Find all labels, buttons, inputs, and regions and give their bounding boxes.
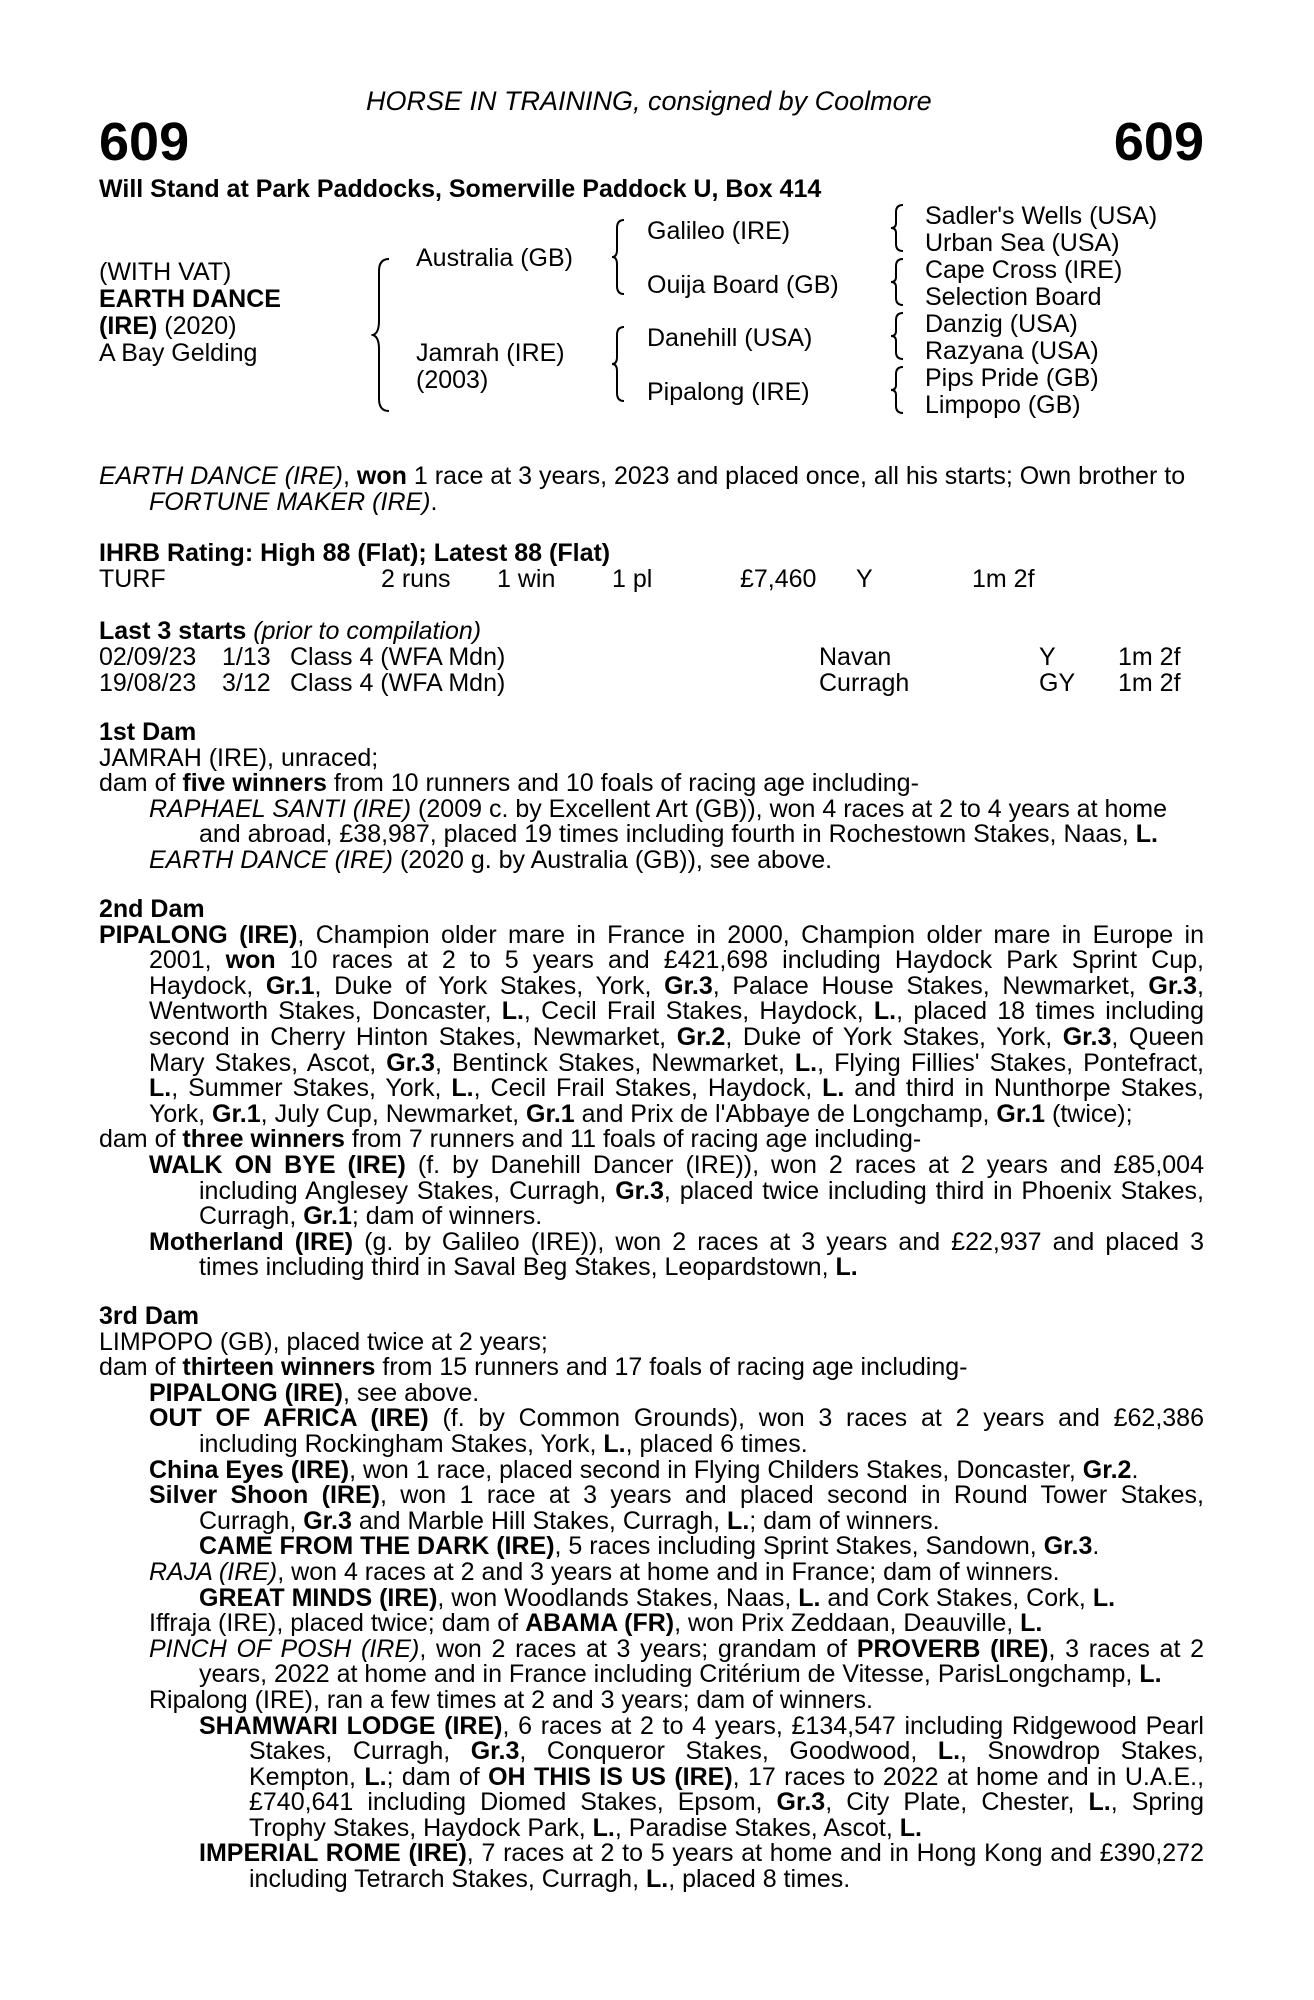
progeny-entry: SHAMWARI LODGE (IRE), 6 races at 2 to 4 years, £134,547 including Ridgewood Pearl Stakes, Curragh, Gr.3, Conqueror Stakes, Goodwood, L., Snowdrop Stakes, Kempton, L.; dam of OH THIS IS US (IRE), 17 races to 2022 at home and in U.A.E., £740,641 including Diomed Stakes, Epsom, Gr.3, City Plate, Chester, L., Spring Trophy Stakes, Haydock Park, L., Paradise Stakes, Ascot, L. bbox=[199, 1711, 1205, 1842]
progeny-entry: China Eyes (IRE), won 1 race, placed second in Flying Childers Stakes, Doncaster, Gr.2. bbox=[149, 1455, 1139, 1484]
pedigree-sire: Australia (GB) bbox=[416, 244, 573, 272]
pedigree-sire-dam: Ouija Board (GB) bbox=[647, 271, 839, 299]
pedigree-sdd: Selection Board bbox=[925, 283, 1102, 311]
first-dam-section: 1st Dam JAMRAH (IRE), unraced; dam of five winners from 10 runners and 10 foals of racing age including- RAPHAEL SANTI (IRE) (2009 c. by Excellent Art (GB)), won 4 races at 2 to 4 years at home and abroad, £38,987, placed 19 times including fourth in Rochestown Stakes, Naas, L. EARTH DANCE (IRE) (2020 g. by Australia (GB)), see above. bbox=[99, 720, 1204, 874]
progeny-entry: PIPALONG (IRE), see above. bbox=[149, 1378, 480, 1407]
last-starts-title: Last 3 starts (prior to compilation) bbox=[99, 617, 482, 645]
progeny-entry: RAPHAEL SANTI (IRE) (2009 c. by Excellent Art (GB)), won 4 races at 2 to 4 years at home and abroad, £38,987, placed 19 times including fourth in Rochestown Stakes, Naas, L. bbox=[149, 794, 1168, 849]
horse-description: A Bay Gelding bbox=[99, 339, 258, 367]
progeny-entry: IMPERIAL ROME (IRE), 7 races at 2 to 5 years at home and in Hong Kong and £390,272 including Tetrarch Stakes, Curragh, L., placed 8 times. bbox=[199, 1839, 1204, 1894]
pedigree-sire-sire: Galileo (IRE) bbox=[647, 217, 791, 245]
pedigree-brace-main bbox=[371, 257, 393, 413]
pedigree-sss: Sadler's Wells (USA) bbox=[925, 202, 1158, 230]
progeny-entry: WALK ON BYE (IRE) (f. by Danehill Dancer (IRE)), won 2 races at 2 years and £85,004 including Anglesey Stakes, Curragh, Gr.3, placed twice including third in Phoenix Stakes, Curragh, Gr.1; dam of winners. bbox=[149, 1150, 1204, 1231]
pedigree-ddd: Limpopo (GB) bbox=[925, 391, 1081, 419]
vat-status: (WITH VAT) bbox=[99, 258, 232, 286]
progeny-entry: Silver Shoon (IRE), won 1 race at 3 years and placed second in Round Tower Stakes, Curragh, Gr.3 and Marble Hill Stakes, Curragh, L.; dam of winners. bbox=[149, 1481, 1204, 1535]
third-dam-title: 3rd Dam bbox=[99, 1302, 200, 1330]
horse-name: EARTH DANCE bbox=[99, 285, 281, 313]
rating-stats: TURF 2 runs 1 win 1 pl £7,460 Y 1m 2f bbox=[99, 565, 1035, 593]
pedigree-sds: Cape Cross (IRE) bbox=[925, 256, 1123, 284]
pedigree-brace-sire bbox=[611, 218, 627, 296]
pedigree-dss: Danzig (USA) bbox=[925, 310, 1078, 338]
second-dam-record: PIPALONG (IRE), Champion older mare in France in 2000, Champion older mare in Europe in 2001, won 10 races at 2 to 5 years and £421,698 including Haydock Park Sprint Cup, Haydock, Gr.1, Duke of York Stakes, York, Gr.3, Palace House Stakes, Newmarket, Gr.3, Wentworth Stakes, Doncaster, L., Cecil Frail Stakes, Haydock, L., placed 18 times including second in Cherry Hinton Stakes, Newmarket, Gr.2, Duke of York Stakes, York, Gr.3, Queen Mary Stakes, Ascot, Gr.3, Bentinck Stakes, Newmarket, L., Flying Fillies' Stakes, Pontefract, L., Summer Stakes, York, L., Cecil Frail Stakes, Haydock, L. and third in Nunthorpe Stakes, York, Gr.1, July Cup, Newmarket, Gr.1 and Prix de l'Abbaye de Longchamp, Gr.1 (twice); bbox=[99, 920, 1205, 1128]
race-summary: EARTH DANCE (IRE), won 1 race at 3 years, 2023 and placed once, all his starts; Own brother to FORTUNE MAKER (IRE). bbox=[99, 462, 1186, 516]
progeny-entry: Motherland (IRE) (g. by Galileo (IRE)), won 2 races at 3 years and £22,937 and placed 3 times including third in Saval Beg Stakes, Leopardstown, L. bbox=[149, 1227, 1204, 1282]
consignor-line: HORSE IN TRAINING, consigned by Coolmore bbox=[366, 86, 932, 116]
pedigree-brace-ss bbox=[890, 203, 906, 253]
progeny-entry: PINCH OF POSH (IRE), won 2 races at 3 years; grandam of PROVERB (IRE), 3 races at 2 years, 2022 at home and in France including Critérium de Vitesse, ParisLongchamp, L. bbox=[149, 1634, 1204, 1689]
third-dam-section: 3rd Dam LIMPOPO (GB), placed twice at 2 years; dam of thirteen winners from 15 runners and 17 foals of racing age including- PIPALONG (IRE), see above. OUT OF AFRICA (IRE) (f. by Common Grounds), won 3 races at 2 years and £62,386 including Rockingham Stakes, York, L., placed 6 times. China Eyes (IRE), won 1 race, placed second in Flying Childers Stakes, Doncaster, Gr.2. Silver Shoon (IRE), won 1 race at 3 years and placed second in Round Tower Stakes, Curragh, Gr.3 and Marble Hill Stakes, Curragh, L.; dam of winners. CAME FROM THE DARK (IRE), 5 races including Sprint Stakes, Sandown, Gr.3. RAJA (IRE), won 4 races at 2 and 3 years at home and in France; dam of winners. GREAT MINDS (IRE), won Woodlands Stakes, Naas, L. and Cork Stakes, Cork, L. Iffraja (IRE), placed twice; dam of ABAMA (FR), won Prix Zeddaan, Deauville, L. PINCH OF POSH (IRE), won 2 races at 3 years; grandam of PROVERB (IRE), 3 races at 2 years, 2022 at home and in France including Critérium de Vitesse, ParisLongchamp, L. Ripalong (IRE), ran a few times at 2 and 3 years; dam of winners. SHAMWARI LODGE (IRE), 6 races at 2 to 4 years, £134,547 including Ridgewood Pearl Stakes, Curragh, Gr.3, Conqueror Stakes, Goodwood, L., Snowdrop Stakes, Kempton, L.; dam of OH THIS IS US (IRE), 17 races to 2022 at home and in U.A.E., £740,641 including Diomed Stakes, Epsom, Gr.3, City Plate, Chester, L., Spring Trophy Stakes, Haydock Park, L., Paradise Stakes, Ascot, L. IMPERIAL ROME (IRE), 7 races at 2 to 5 years at home and in Hong Kong and £390,272 including Tetrarch Stakes, Curragh, L., placed 8 times. bbox=[99, 1302, 1205, 1894]
stand-location: Will Stand at Park Paddocks, Somerville Paddock U, Box 414 bbox=[99, 175, 822, 203]
second-dam-section: 2nd Dam PIPALONG (IRE), Champion older mare in France in 2000, Champion older mare in Europe in 2001, won 10 races at 2 to 5 years and £421,698 including Haydock Park Sprint Cup, Haydock, Gr.1, Duke of York Stakes, York, Gr.3, Palace House Stakes, Newmarket, Gr.3, Wentworth Stakes, Doncaster, L., Cecil Frail Stakes, Haydock, L., placed 18 times including second in Cherry Hinton Stakes, Newmarket, Gr.2, Duke of York Stakes, York, Gr.3, Queen Mary Stakes, Ascot, Gr.3, Bentinck Stakes, Newmarket, L., Flying Fillies' Stakes, Pontefract, L., Summer Stakes, York, L., Cecil Frail Stakes, Haydock, L. and third in Nunthorpe Stakes, York, Gr.1, July Cup, Newmarket, Gr.1 and Prix de l'Abbaye de Longchamp, Gr.1 (twice); dam of three winners from 7 runners and 11 foals of racing age including- WALK ON BYE (IRE) (f. by Danehill Dancer (IRE)), won 2 races at 2 years and £85,004 including Anglesey Stakes, Curragh, Gr.3, placed twice including third in Phoenix Stakes, Curragh, Gr.1; dam of winners. Motherland (IRE) (g. by Galileo (IRE)), won 2 races at 3 years and £22,937 and placed 3 times including third in Saval Beg Stakes, Leopardstown, L. bbox=[99, 895, 1205, 1282]
progeny-entry: CAME FROM THE DARK (IRE), 5 races including Sprint Stakes, Sandown, Gr.3. bbox=[199, 1532, 1100, 1561]
start-row: 19/08/23 3/12 Class 4 (WFA Mdn) Curragh GY 1m 2f bbox=[99, 669, 1181, 697]
pedigree-dsd: Razyana (USA) bbox=[925, 337, 1099, 365]
lot-number-left: 609 bbox=[99, 112, 190, 172]
pedigree-ssd: Urban Sea (USA) bbox=[925, 229, 1120, 257]
progeny-entry: EARTH DANCE (IRE) (2020 g. by Australia (GB)), see above. bbox=[149, 845, 833, 874]
catalogue-page bbox=[99, 0, 1204, 2000]
pedigree-dam-dam: Pipalong (IRE) bbox=[647, 378, 810, 406]
pedigree-dam-sire: Danehill (USA) bbox=[647, 324, 813, 352]
pedigree-brace-sd bbox=[890, 257, 906, 307]
progeny-entry: OUT OF AFRICA (IRE) (f. by Common Grounds), won 3 races at 2 years and £62,386 including Rockingham Stakes, York, L., placed 6 times. bbox=[149, 1404, 1204, 1458]
start-row: 02/09/23 1/13 Class 4 (WFA Mdn) Navan Y 1m 2f bbox=[99, 643, 1181, 671]
lot-number-right: 609 bbox=[1113, 112, 1204, 172]
first-dam-title: 1st Dam bbox=[99, 718, 197, 746]
pedigree-brace-dam bbox=[611, 325, 627, 403]
pedigree-dam: Jamrah (IRE) bbox=[416, 339, 565, 367]
second-dam-title: 2nd Dam bbox=[99, 895, 205, 923]
progeny-entry: Iffraja (IRE), placed twice; dam of ABAMA (FR), won Prix Zeddaan, Deauville, L. bbox=[149, 1609, 1043, 1638]
horse-origin-year: (IRE) (2020) bbox=[99, 312, 237, 340]
pedigree-dds: Pips Pride (GB) bbox=[925, 364, 1099, 392]
pedigree-brace-dd bbox=[890, 365, 906, 415]
pedigree-brace-ds bbox=[890, 311, 906, 361]
rating-title: IHRB Rating: High 88 (Flat); Latest 88 (Flat) bbox=[99, 539, 611, 567]
progeny-entry: Ripalong (IRE), ran a few times at 2 and 3 years; dam of winners. bbox=[149, 1685, 873, 1714]
progeny-entry: RAJA (IRE), won 4 races at 2 and 3 years at home and in France; dam of winners. bbox=[149, 1557, 1060, 1586]
pedigree-dam-year: (2003) bbox=[416, 366, 489, 394]
progeny-entry: GREAT MINDS (IRE), won Woodlands Stakes, Naas, L. and Cork Stakes, Cork, L. bbox=[199, 1583, 1116, 1612]
